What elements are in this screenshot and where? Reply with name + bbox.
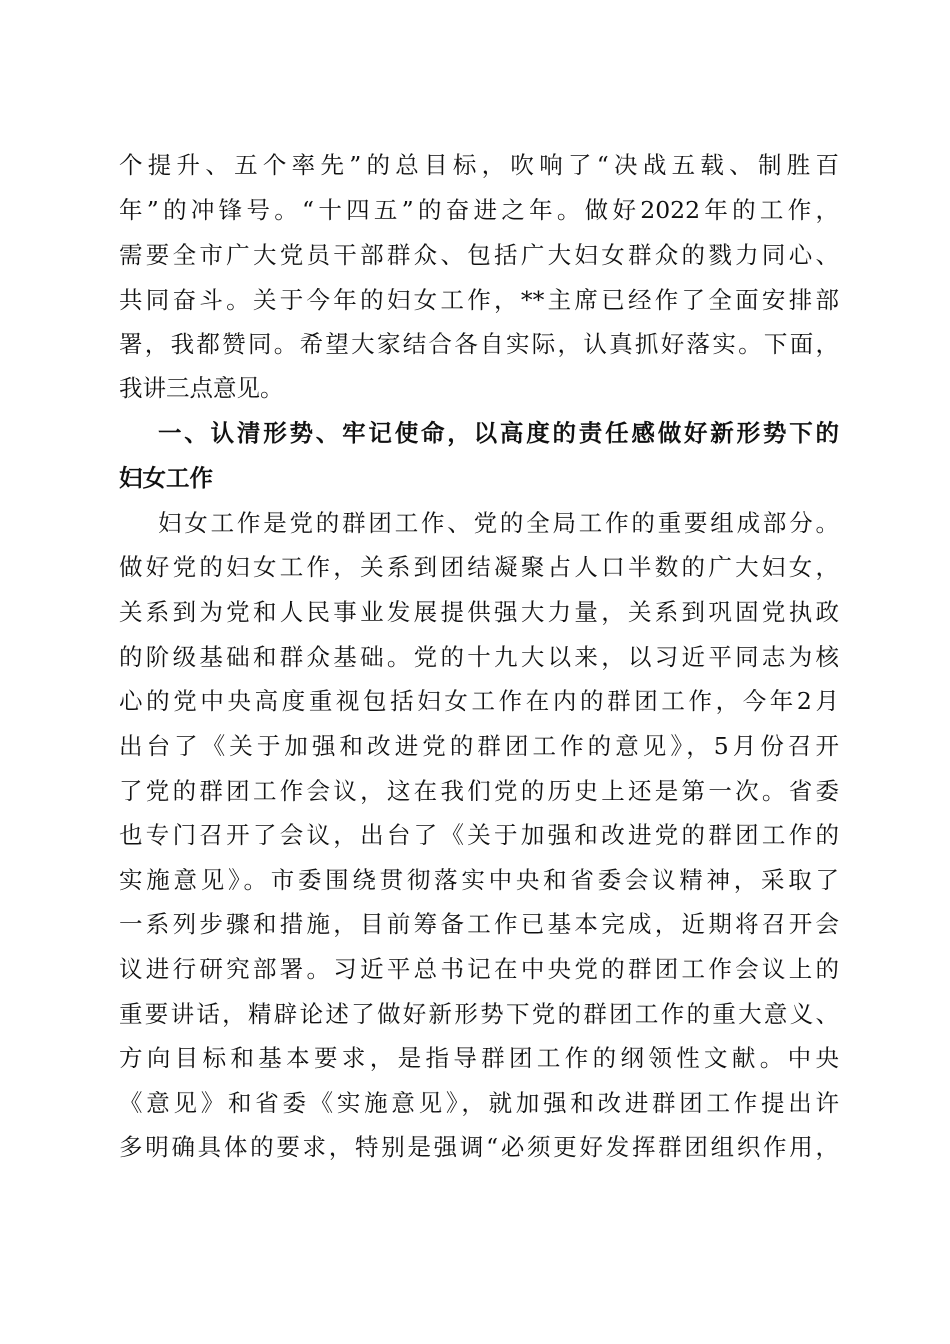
paragraph-2-line-10: 一系列步骤和措施，目前筹备工作已基本完成，近期将召开会 bbox=[119, 910, 839, 938]
paragraph-1-line-4: 共同奋斗。关于今年的妇女工作，**主席已经作了全面安排部 bbox=[119, 286, 839, 314]
paragraph-2-line-13: 方向目标和基本要求，是指导群团工作的纲领性文献。中央 bbox=[119, 1044, 839, 1072]
paragraph-2-line-5: 心的党中央高度重视包括妇女工作在内的群团工作，今年2月 bbox=[119, 687, 839, 715]
paragraph-2-line-15: 多明确具体的要求，特别是强调“必须更好发挥群团组织作用， bbox=[119, 1133, 839, 1161]
paragraph-2-line-7: 了党的群团工作会议，这在我们党的历史上还是第一次。省委 bbox=[119, 777, 839, 805]
paragraph-2-line-2: 做好党的妇女工作，关系到团结凝聚占人口半数的广大妇女， bbox=[119, 553, 839, 581]
paragraph-2-line-14: 《意见》和省委《实施意见》，就加强和改进群团工作提出许 bbox=[119, 1089, 839, 1117]
paragraph-1-line-1: 个提升、五个率先”的总目标，吹响了“决战五载、制胜百 bbox=[119, 151, 839, 179]
paragraph-2-line-1: 妇女工作是党的群团工作、党的全局工作的重要组成部分。 bbox=[158, 509, 839, 537]
paragraph-1-line-2: 年”的冲锋号。“十四五”的奋进之年。做好2022年的工作， bbox=[119, 196, 839, 224]
paragraph-1-line-5: 署，我都赞同。希望大家结合各自实际，认真抓好落实。下面， bbox=[119, 330, 839, 358]
paragraph-2-line-11: 议进行研究部署。习近平总书记在中央党的群团工作会议上的 bbox=[119, 955, 839, 983]
paragraph-2-line-8: 也专门召开了会议，出台了《关于加强和改进党的群团工作的 bbox=[119, 821, 839, 849]
paragraph-2-line-6: 出台了《关于加强和改进党的群团工作的意见》，5月份召开 bbox=[119, 732, 839, 760]
paragraph-2-line-9: 实施意见》。市委围绕贯彻落实中央和省委会议精神，采取了 bbox=[119, 866, 839, 894]
paragraph-1-line-3: 需要全市广大党员干部群众、包括广大妇女群众的戮力同心、 bbox=[119, 241, 839, 269]
paragraph-1-line-6: 我讲三点意见。 bbox=[119, 374, 284, 402]
paragraph-2-line-4: 的阶级基础和群众基础。党的十九大以来，以习近平同志为核 bbox=[119, 643, 839, 671]
paragraph-2-line-3: 关系到为党和人民事业发展提供强大力量，关系到巩固党执政 bbox=[119, 598, 839, 626]
paragraph-2-line-12: 重要讲话，精辟论述了做好新形势下党的群团工作的重大意义、 bbox=[119, 1000, 839, 1028]
section-heading-line-2: 妇女工作 bbox=[119, 464, 213, 492]
section-heading-line-1: 一、认清形势、牢记使命，以高度的责任感做好新形势下的 bbox=[158, 419, 839, 447]
